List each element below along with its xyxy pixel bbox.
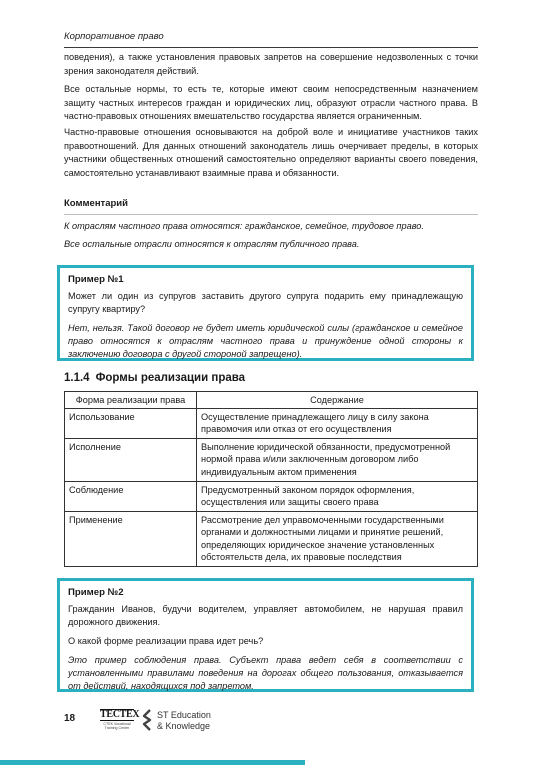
comment-line-2: Все остальные отрасли относятся к отраслям публичного права.	[64, 239, 360, 249]
section-number: 1.1.4	[64, 372, 90, 384]
paragraph-1: поведения), а также установления правовых запретов на совершение недозволенных с точки зрения законодателя действий.	[64, 52, 478, 76]
example-box-1	[57, 265, 474, 361]
example-box-2	[57, 578, 474, 692]
tectex-logo-subtitle: CTEK Vocational Training Center	[103, 722, 131, 730]
tectex-logo-mark: TECTEX	[100, 709, 140, 720]
table-row	[65, 439, 478, 482]
table-row	[65, 482, 478, 512]
table-cell-form: Применение	[65, 512, 197, 567]
st-education-logo	[141, 708, 231, 734]
running-header: Корпоративное право	[64, 31, 478, 48]
table-cell-form: Соблюдение	[65, 482, 197, 512]
example-2-question: О какой форме реализации права идет речь?	[68, 636, 264, 646]
example-2-text: Гражданин Иванов, будучи водителем, управляет автомобилем, не нарушая правил дорожного движения.	[68, 604, 463, 627]
comment-line-1: К отраслям частного права относятся: гражданское, семейное, трудовое право.	[64, 221, 424, 231]
tectex-logo	[100, 709, 140, 731]
forms-table	[64, 391, 478, 567]
table-cell-content: Предусмотренный законом порядок оформления, осуществления или защиты своего права	[197, 482, 478, 512]
page-number: 18	[64, 713, 76, 724]
example-2-answer: Это пример соблюдения права. Субъект права ведет себя в соответствии с установленными правилами поведения на дорогах общего пользования, отказывается от действий, находящихся под запретом.	[68, 655, 463, 691]
table-header-form: Форма реализации права	[65, 392, 197, 409]
table-cell-content: Выполнение юридической обязанности, предусмотренной нормой права и/или заключенным договором либо индивидуальным актом применения	[197, 439, 478, 482]
comment-heading: Комментарий	[64, 198, 478, 215]
example-1-answer: Нет, нельзя. Такой договор не будет иметь юридической силы (гражданское и семейное право относятся к отраслям частного права и принуждение одной стороны к заключению договора с другой стороной запрещено).	[68, 323, 463, 359]
section-heading	[64, 372, 245, 384]
table-cell-content: Осуществление принадлежащего лицу в силу закона правомочия или отказ от его осуществления	[197, 409, 478, 439]
table-row	[65, 409, 478, 439]
paragraph-3: Частно-правовые отношения основываются на доброй воле и инициативе участников таких правоотношений. Для данных отношений законодатель лишь очерчивает пределы, в которых участники общественных отношений самостоятельно определяют варианты своего поведения, самостоятельно устанавливают взаимные права и обязанности.	[64, 127, 478, 178]
table-header-row	[65, 392, 478, 409]
table-row	[65, 512, 478, 567]
table-cell-content: Рассмотрение дел управомоченными государственными органами и должностными лицами и принятие решений, определяющих юридическое значение установленных обстоятельств дела, их правовые последствия	[197, 512, 478, 567]
table-cell-form: Использование	[65, 409, 197, 439]
bottom-accent-bar	[0, 760, 305, 765]
st-logo-line-1: ST Education	[157, 710, 211, 720]
st-logo-line-2: & Knowledge	[157, 721, 211, 731]
example-1-question: Может ли один из супругов заставить другого супруга подарить ему принадлежащую супругу квартиру?	[68, 291, 463, 314]
table-cell-form: Исполнение	[65, 439, 197, 482]
example-2-title: Пример №2	[68, 587, 124, 598]
st-logo-icon	[141, 709, 155, 731]
paragraph-2: Все остальные нормы, то есть те, которые имеют своим непосредственным назначением защиту частных интересов граждан и юридических лиц, образуют отрасли частного права. В частно-правовых отношениях вмешательство государства является ограниченным.	[64, 84, 478, 122]
example-1-title: Пример №1	[68, 274, 124, 285]
section-title: Формы реализации права	[95, 372, 246, 384]
table-header-content: Содержание	[197, 392, 478, 409]
